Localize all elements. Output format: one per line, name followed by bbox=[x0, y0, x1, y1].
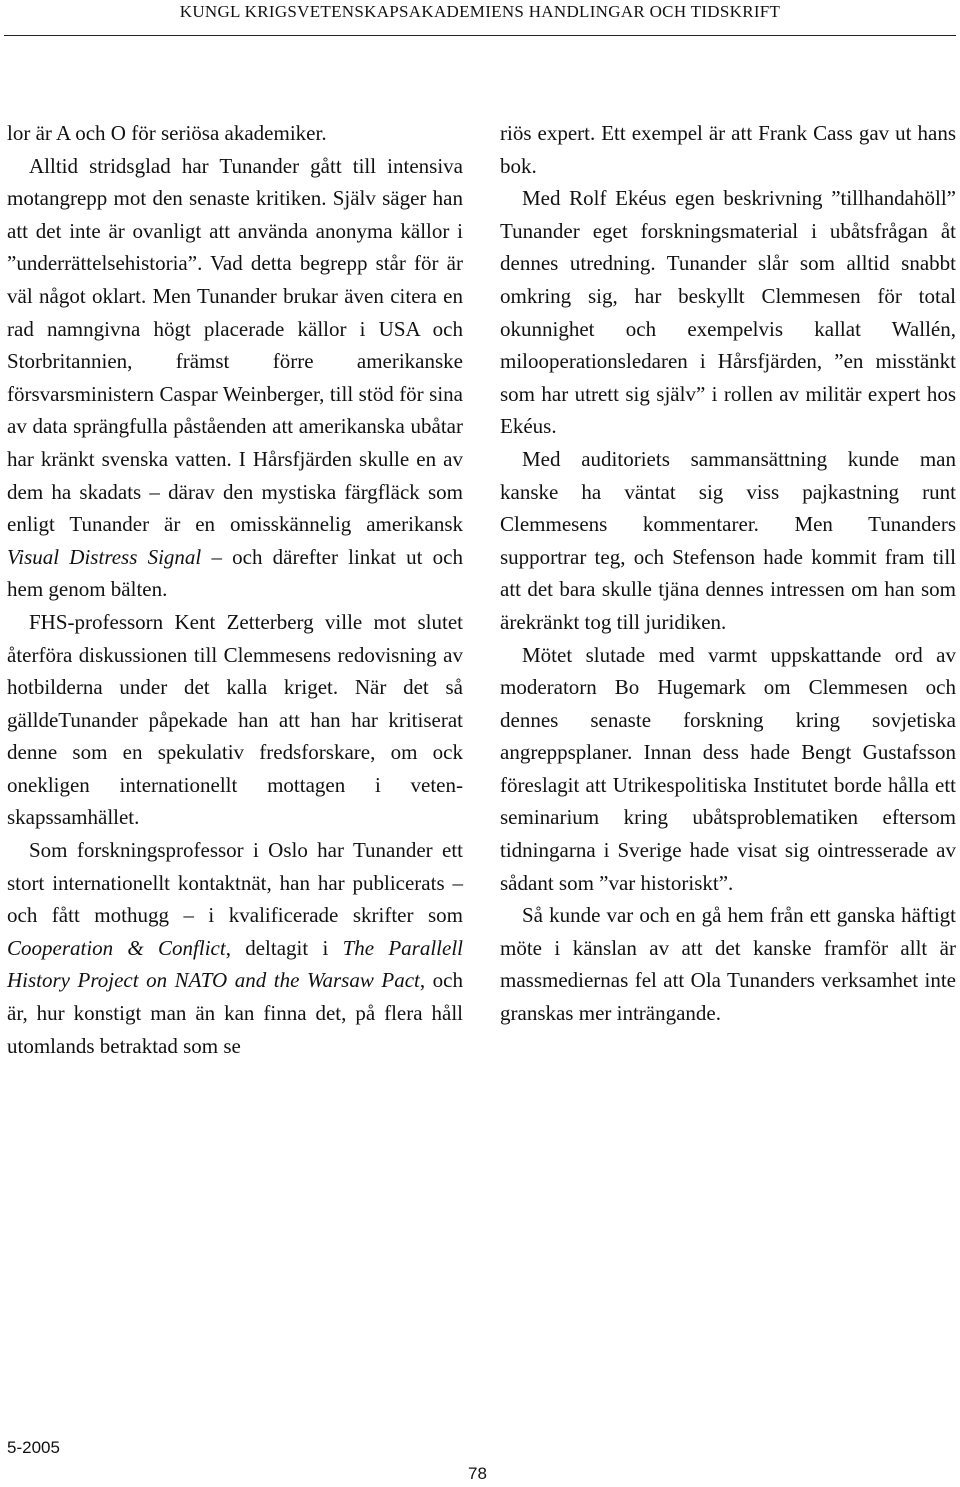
left-p2-text: Alltid stridsglad har Tunander gått till intensiva motangrepp mot den senaste kritiken. Själv säger han att det inte är ovanligt att använda anonyma källor i ”underrättelsehistoria”. Vad detta begrepp står för är väl något oklart. Men Tunander brukar även citera en rad namngivna högt placerade källor i USA och Storbritannien, främst förre amerikanske försvarsministern Caspar Weinberger, till stöd för sina av data sprängfulla påståenden att amerikanska ubåtar har kränkt svenska vatten. I Hårsfjärden skulle en av dem ha skadats – därav den mystiska färgfläck som enligt Tunander är en omisskännelig amerikansk bbox=[7, 153, 463, 537]
left-p4-c: , och är, hur konstigt man än kan finna det, på flera håll utomlands betraktad som se bbox=[7, 968, 464, 1058]
right-paragraph-3: Med auditoriets sammansättning kunde man kanske ha väntat sig viss pajkastning runt Clemmesens kommentarer. Men Tunanders supportrar teg, och Stefenson hade kommit fram till att det bara skulle tjäna dennes intressen om han som ärekränkt tog till juridiken. bbox=[500, 446, 956, 634]
right-paragraph-5: Så kunde var och en gå hem från ett ganska häftigt möte i känslan av att det kanske framför allt är massmediernas fel att Ola Tunanders verksamhet inte granskas mer inträngande. bbox=[500, 903, 956, 1026]
left-paragraph-1: lor är A och O för seriösa akademiker. bbox=[7, 121, 327, 145]
left-paragraph-3: FHS-professorn Kent Zetterberg ville mot slutet återföra diskussionen till Clemmesens redovisning av hotbilderna under det kalla kriget. När det så gälldeTunander påpekade han att han har kritiserat denne som en spekulativ fredsforskare, om ock onekligen internationellt mottagen i vetenskapssamhället. bbox=[7, 609, 463, 830]
left-p2-italic: Visual Distress Signal bbox=[7, 544, 202, 569]
left-paragraph-4 bbox=[7, 834, 463, 1062]
left-p2-end: – och därefter linkat ut och hem genom bälten. bbox=[7, 544, 463, 602]
right-paragraph-2: Med Rolf Ekéus egen beskrivning ”tillhandahöll” Tunander eget forskningsmaterial i ubåtsfrågan åt dennes utredning. Tunander slår som alltid snabbt omkring sig, har beskyllt Clemmesen för total okunnighet och exempelvis kallat Wallén, milooperationsledaren i Hårsfjärden, ”en misstänkt som har utrett sig själv” i rollen av militär expert hos Ekéus. bbox=[500, 186, 956, 439]
left-paragraph-2 bbox=[7, 150, 463, 606]
left-p4-italic-2: The Parallell History Project on NATO and the Warsaw Pact bbox=[7, 935, 463, 993]
issue-label: 5-2005 bbox=[7, 1438, 60, 1457]
running-header: KUNGL KRIGSVETENSKAPSAKADEMIENS HANDLINGAR OCH TIDSKRIFT bbox=[179, 2, 781, 21]
left-p4-a: Som forskningsprofessor i Oslo har Tunander ett stort internationellt kontaktnät, han har publicerats – och fått mothugg – i kvalificerade skrifter som bbox=[7, 838, 463, 928]
header-divider bbox=[4, 35, 956, 36]
page-number: 78 bbox=[468, 1464, 487, 1483]
left-p4-italic-1: Cooperation & Conflict bbox=[7, 935, 226, 960]
left-p4-b: , deltagit i bbox=[225, 935, 343, 960]
right-paragraph-4: Mötet slutade med varmt uppskattande ord av moderatorn Bo Hugemark om Clemmesen och dennes senaste forskning kring sovjetiska angreppsplaner. Innan dess hade Bengt Gustafsson föreslagit att Utrikespolitiska Institutet borde hålla ett seminarium kring ubåtsproblematiken eftersom tidningarna i Sverige hade visat sig ointresserade av sådant som ”var historiskt”. bbox=[500, 642, 956, 895]
right-column bbox=[500, 117, 956, 1030]
right-paragraph-1: riös expert. Ett exempel är att Frank Cass gav ut hans bok. bbox=[500, 121, 956, 178]
left-column bbox=[7, 117, 463, 1062]
